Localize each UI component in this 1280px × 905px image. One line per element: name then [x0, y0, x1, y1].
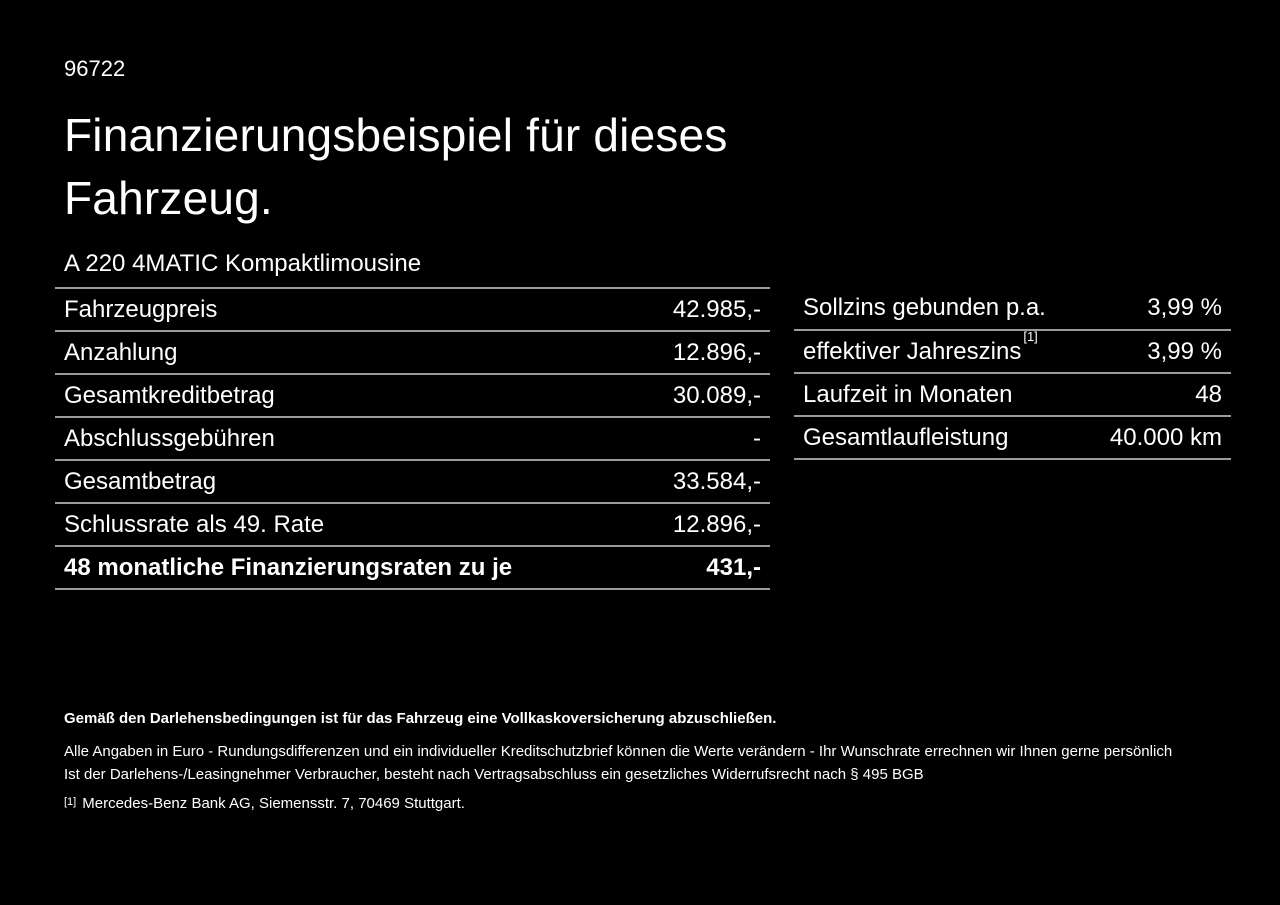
legal-footer — [64, 710, 1280, 815]
row-value: 30.089,- — [672, 381, 761, 409]
financing-tables — [55, 287, 1280, 590]
interest-terms-table — [794, 287, 1231, 460]
row-label: Schlussrate als 49. Rate — [64, 510, 325, 538]
row-label: Laufzeit in Monaten — [803, 380, 1013, 408]
row-value: 3,99 % — [1147, 337, 1222, 365]
row-value: 40.000 km — [1109, 423, 1222, 451]
row-value: 48 — [1195, 380, 1222, 408]
row-value: - — [753, 424, 761, 452]
row-label: Gesamtkreditbetrag — [64, 381, 275, 409]
table-row-monthly-rate — [55, 546, 770, 589]
reference-number: 96722 — [64, 56, 126, 81]
row-value: 3,99 % — [1147, 294, 1222, 321]
footnote-marker: [1] — [1023, 328, 1038, 344]
row-label: Anzahlung — [64, 338, 178, 366]
row-value: 33.584,- — [672, 467, 761, 495]
row-label: Gesamtlaufleistung — [803, 423, 1009, 451]
disclaimer-line-2: Ist der Darlehens-/Leasingnehmer Verbraucher, besteht nach Vertragsabschluss ein gesetzliches Widerrufsrecht nach § 495 BGB — [64, 766, 924, 783]
insurance-note: Gemäß den Darlehensbedingungen ist für das Fahrzeug eine Vollkaskoversicherung abzuschließen. — [64, 710, 777, 727]
row-value: 431,- — [706, 553, 761, 581]
footnote-marker: [1] — [64, 796, 77, 808]
row-label: Fahrzeugpreis — [64, 295, 218, 323]
row-label: 48 monatliche Finanzierungsraten zu je — [64, 553, 513, 581]
row-label: Abschlussgebühren — [64, 424, 275, 452]
row-label: Sollzins gebunden p.a. — [803, 294, 1046, 321]
disclaimer-line-1: Alle Angaben in Euro - Rundungsdifferenzen und ein individueller Kreditschutzbrief können die Werte verändern - Ihr Wunschrate errechnen wir Ihnen gerne persönlich — [64, 743, 1173, 760]
page-title: Finanzierungsbeispiel für dieses Fahrzeug. — [64, 109, 728, 224]
footnote-text: Mercedes-Benz Bank AG, Siemensstr. 7, 70469 Stuttgart. — [82, 795, 465, 812]
financing-details-table — [55, 287, 770, 590]
row-value: 42.985,- — [672, 295, 761, 323]
table-row — [794, 330, 1231, 373]
vehicle-model-name: A 220 4MATIC Kompaktlimousine — [64, 250, 422, 277]
table-row — [55, 374, 770, 417]
table-row — [794, 373, 1231, 416]
table-row — [794, 287, 1231, 330]
bank-footnote — [64, 794, 1280, 815]
row-value: 12.896,- — [672, 338, 761, 366]
row-value: 12.896,- — [672, 510, 761, 538]
row-label: effektiver Jahreszins[1] — [803, 328, 1038, 365]
table-row — [55, 503, 770, 546]
table-row — [55, 331, 770, 374]
table-row — [55, 460, 770, 503]
table-row — [55, 417, 770, 460]
row-label: Gesamtbetrag — [64, 467, 217, 495]
table-row — [794, 416, 1231, 459]
table-row — [55, 288, 770, 331]
